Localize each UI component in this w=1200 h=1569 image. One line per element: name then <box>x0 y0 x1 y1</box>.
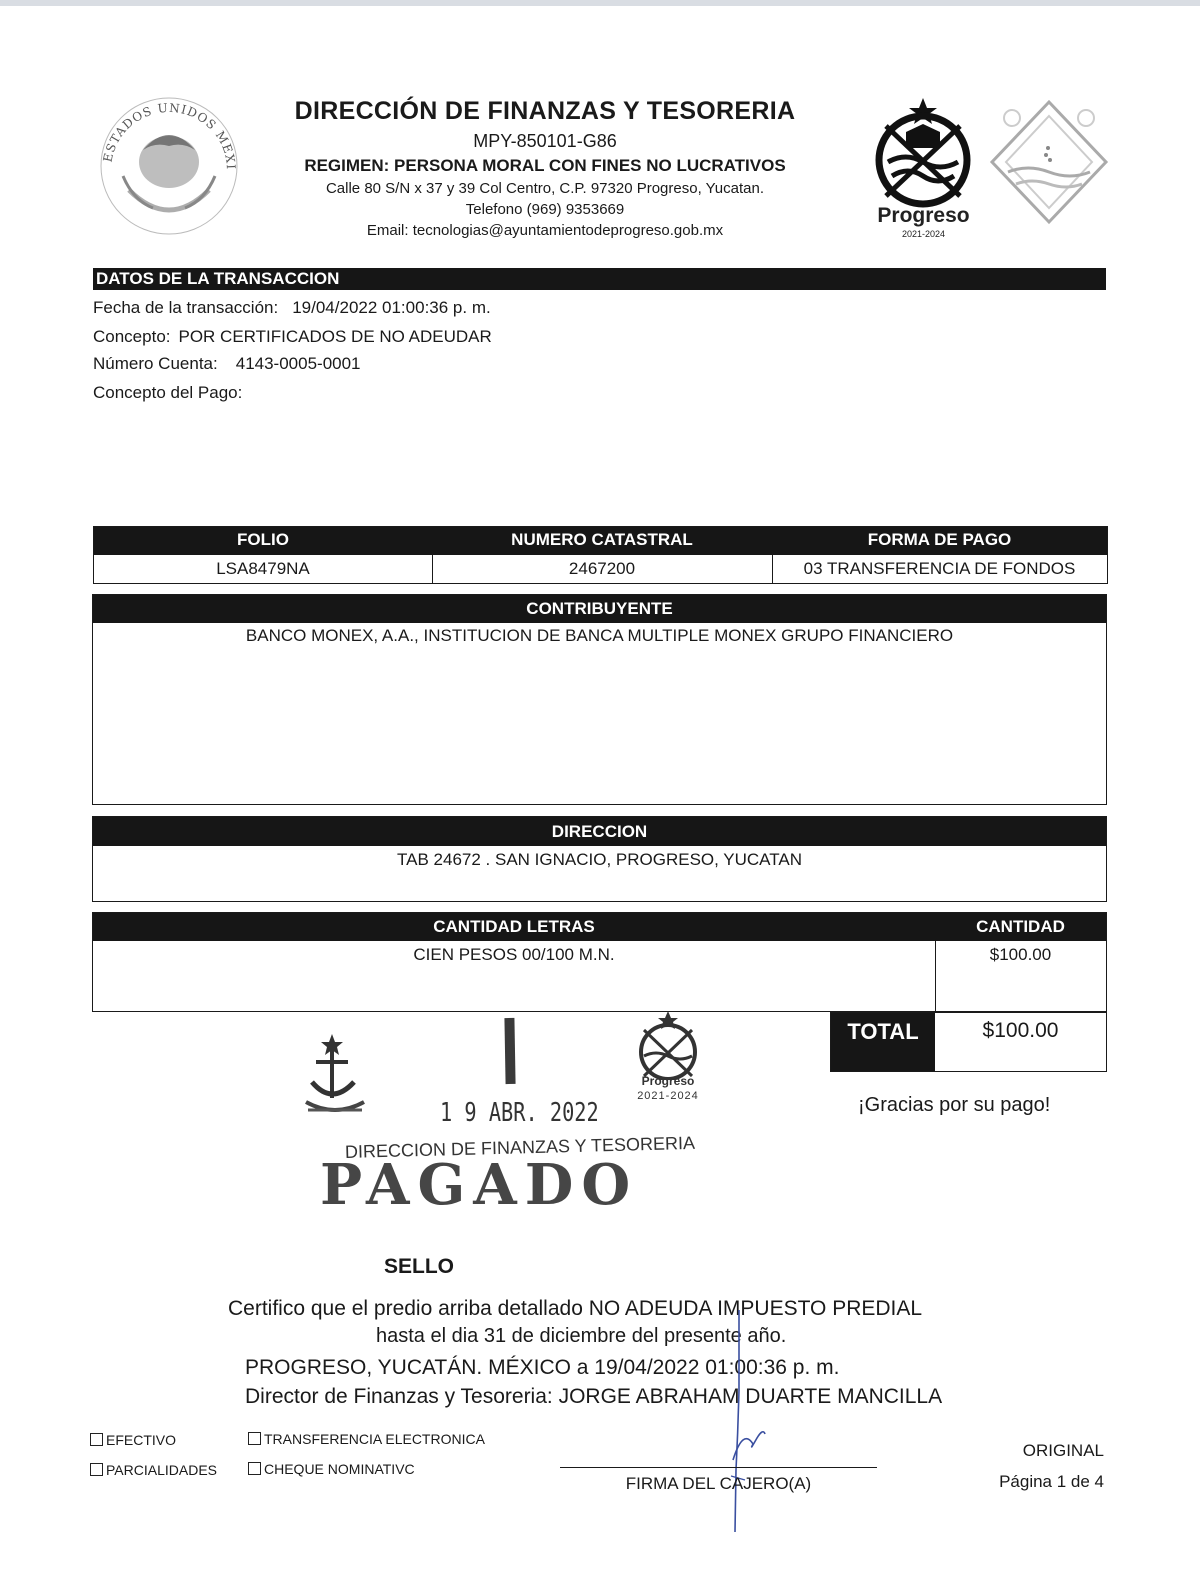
folio-value: LSA8479NA <box>216 559 310 578</box>
amount-words-header: CANTIDAD LETRAS <box>93 917 935 937</box>
transaction-date-value: 19/04/2022 01:00:36 p. m. <box>292 298 491 317</box>
page-number: Página 1 de 4 <box>999 1472 1104 1491</box>
electronic-transfer-checkbox[interactable] <box>248 1431 485 1447</box>
total-value: $100.00 <box>982 1019 1059 1042</box>
thank-you-message: ¡Gracias por su pago! <box>858 1094 1051 1116</box>
folio-table <box>93 526 1108 584</box>
cashier-signature-line <box>560 1467 877 1468</box>
concept-value: POR CERTIFICADOS DE NO ADEUDAR <box>178 327 492 346</box>
amount-words-value: CIEN PESOS 00/100 M.N. <box>413 945 615 964</box>
progreso-logo-name: Progreso <box>877 204 970 227</box>
transaction-date-label: Fecha de la transacción: <box>93 298 279 317</box>
amount-table <box>92 912 1107 1012</box>
payment-form-header: FORMA DE PAGO <box>772 530 1107 550</box>
scan-edge <box>0 0 1200 6</box>
electronic-transfer-label: TRANSFERENCIA ELECTRONICA <box>264 1431 485 1447</box>
check-checkbox-box[interactable] <box>248 1462 261 1475</box>
stamp-date: 1 9 ABR. 2022 <box>440 1098 599 1128</box>
concept-label: Concepto: <box>93 327 171 346</box>
progreso-stamp-years: 2021-2024 <box>637 1090 699 1102</box>
address-box <box>92 816 1107 902</box>
office-phone: Telefono (969) 9353669 <box>465 201 625 218</box>
cash-label: EFECTIVO <box>106 1432 177 1448</box>
seal-label: SELLO <box>384 1255 455 1278</box>
paid-stamp: PAGADO <box>320 1152 639 1218</box>
folio-header: FOLIO <box>94 530 432 550</box>
cadastral-number-header: NUMERO CATASTRAL <box>432 530 772 550</box>
taxpayer-name: BANCO MONEX, A.A., INSTITUCION DE BANCA MULTIPLE MONEX GRUPO FINANCIERO <box>245 626 954 645</box>
progreso-logo-years: 2021-2024 <box>901 229 946 239</box>
total-box <box>830 1012 1107 1072</box>
amount-value: $100.00 <box>989 945 1052 964</box>
stamp-office: DIRECCION DE FINANZAS Y TESORERIA <box>344 1132 696 1162</box>
anchor-emblem-stamp <box>302 1032 368 1116</box>
office-email: Email: tecnologias@ayuntamientodeprogreso.gob.mx <box>366 222 724 239</box>
address-header: DIRECCION <box>93 817 1106 846</box>
amount-header: CANTIDAD <box>935 917 1106 937</box>
progreso-stamp-name: Progreso <box>641 1074 695 1088</box>
office-address: Calle 80 S/N x 37 y 39 Col Centro, C.P. 97320 Progreso, Yucatan. <box>325 180 765 197</box>
certification-line-3: PROGRESO, YUCATÁN. MÉXICO a 19/04/2022 01:00:36 p. m. <box>245 1356 840 1379</box>
cash-checkbox-box[interactable] <box>90 1433 103 1446</box>
address-value: TAB 24672 . SAN IGNACIO, PROGRESO, YUCATAN <box>397 850 802 869</box>
certification-line-4: Director de Finanzas y Tesoreria: JORGE ABRAHAM DUARTE MANCILLA <box>245 1385 943 1408</box>
mexico-coat-of-arms-seal <box>93 90 245 238</box>
account-value: 4143-0005-0001 <box>235 354 361 373</box>
cadastral-number-value: 2467200 <box>568 559 636 578</box>
progreso-logo <box>866 96 981 242</box>
cash-checkbox[interactable] <box>90 1432 176 1448</box>
electronic-transfer-checkbox-box[interactable] <box>248 1432 261 1445</box>
cashier-signature-label: FIRMA DEL CAJERO(A) <box>625 1474 812 1493</box>
payment-form-value: 03 TRANSFERENCIA DE FONDOS <box>803 559 1076 578</box>
office-title: DIRECCIÓN DE FINANZAS Y TESORERIA <box>294 97 796 125</box>
installments-label: PARCIALIDADES <box>106 1462 217 1478</box>
stamp-bar-mark <box>504 1018 515 1084</box>
handwritten-signature <box>705 1310 785 1535</box>
progreso-stamp-logo <box>628 1010 708 1106</box>
certification-line-2: hasta el dia 31 de diciembre del presente año. <box>376 1325 787 1347</box>
account-row <box>93 354 361 374</box>
certification-line-1: Certifico que el predio arriba detallado NO ADEUDA IMPUESTO PREDIAL <box>228 1297 923 1320</box>
total-label: TOTAL <box>847 1019 919 1044</box>
transaction-section-header: DATOS DE LA TRANSACCION <box>93 268 1106 290</box>
copy-label: ORIGINAL <box>1022 1441 1104 1460</box>
concept-row <box>93 327 492 347</box>
account-label: Número Cuenta: <box>93 354 218 373</box>
transaction-date-row <box>93 298 491 318</box>
installments-checkbox[interactable] <box>90 1462 217 1478</box>
taxpayer-box <box>92 594 1107 805</box>
check-checkbox[interactable] <box>248 1461 415 1477</box>
rfc: MPY-850101-G86 <box>473 131 617 151</box>
progreso-shield <box>988 98 1110 238</box>
check-label: CHEQUE NOMINATIVC <box>264 1461 415 1477</box>
installments-checkbox-box[interactable] <box>90 1463 103 1476</box>
tax-regime: REGIMEN: PERSONA MORAL CON FINES NO LUCRATIVOS <box>304 156 786 175</box>
taxpayer-header: CONTRIBUYENTE <box>93 595 1106 623</box>
payment-concept-label: Concepto del Pago: <box>93 383 243 402</box>
svg-text:ESTADOS UNIDOS MEXICANOS: ESTADOS UNIDOS MEXI <box>100 100 239 171</box>
